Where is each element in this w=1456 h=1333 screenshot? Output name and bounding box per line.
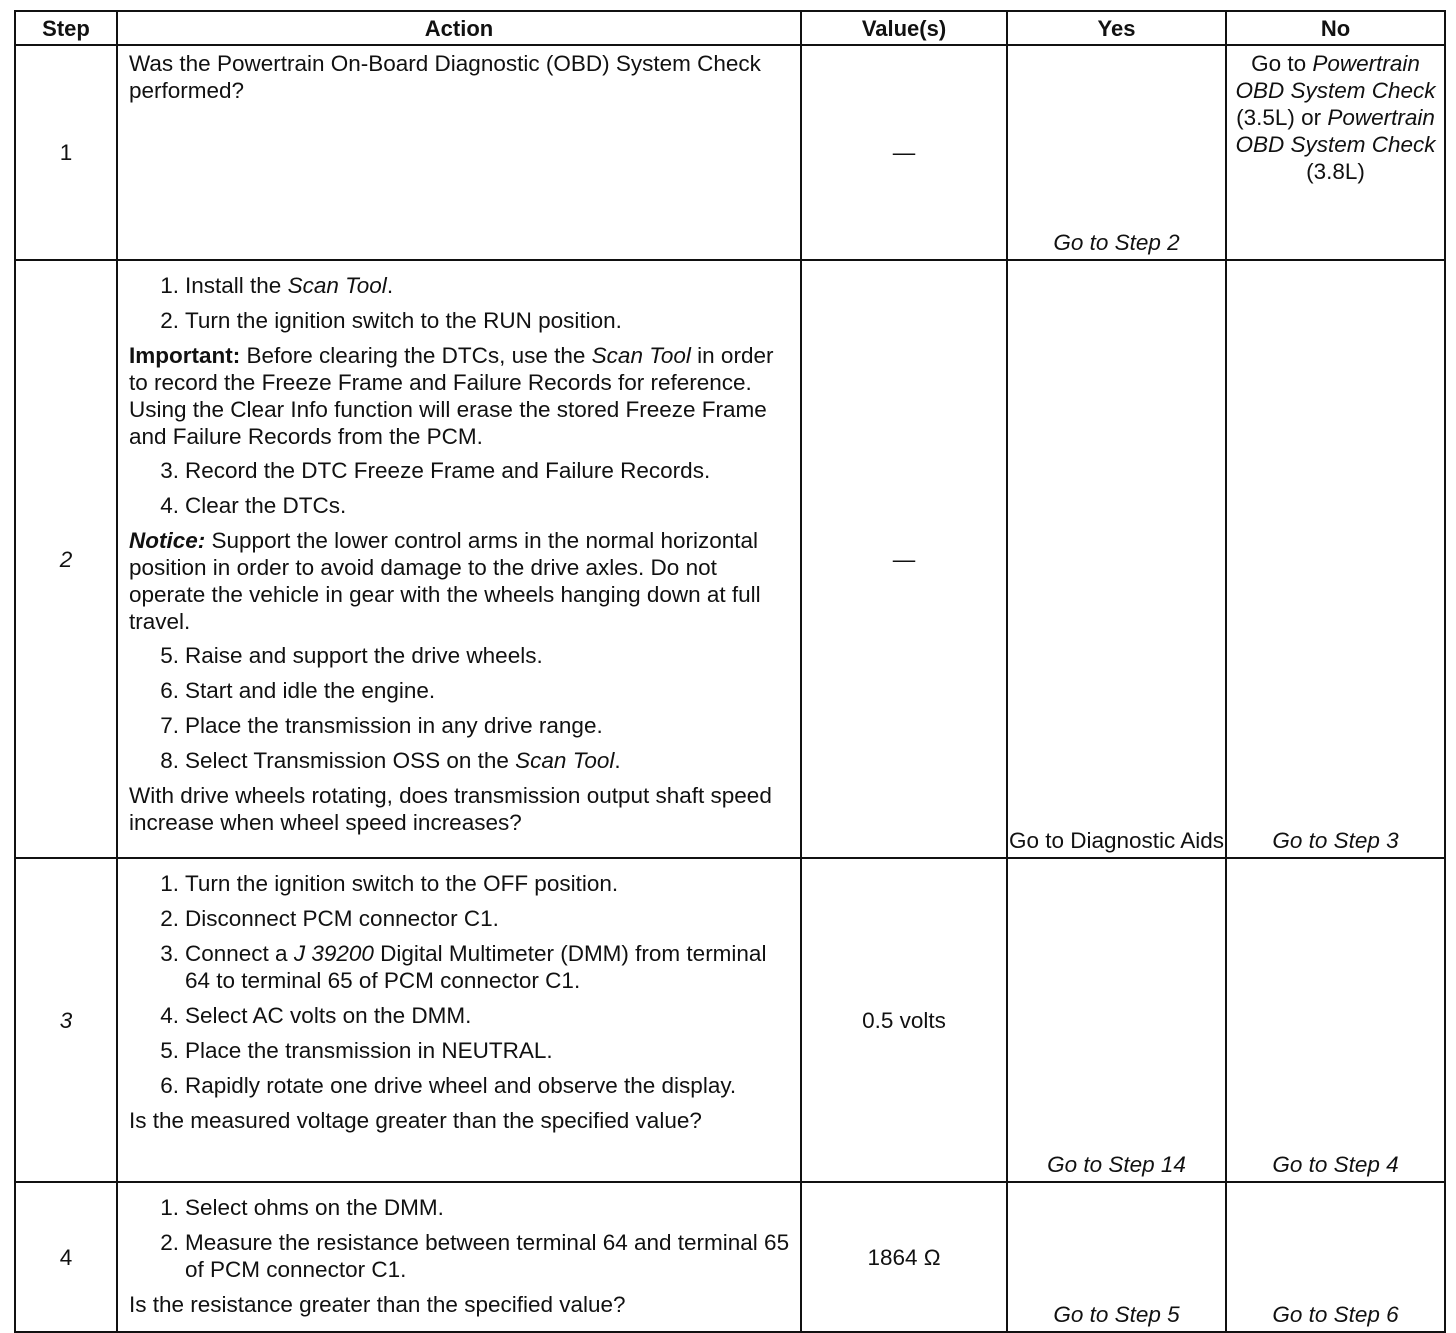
no-cell	[1226, 260, 1445, 858]
value-text: —	[892, 140, 916, 165]
list-item: 2. Disconnect PCM connector C1.	[160, 906, 499, 931]
value-cell	[801, 45, 1007, 260]
yes-link[interactable]: Go to Step 5	[1053, 1302, 1180, 1327]
yes-cell	[1007, 45, 1226, 260]
header-row	[15, 11, 1445, 45]
important-note: Important: Before clearing the DTCs, use the Scan Tool in order to record the Freeze Frame and Failure Records for reference. Using the Clear Info function will erase the stored Freeze Frame and Failure Records from the PCM.	[129, 343, 774, 449]
question-text: Was the Powertrain On-Board Diagnostic (OBD) System Check performed?	[129, 51, 761, 103]
question-text: With drive wheels rotating, does transmission output shaft speed increase when wheel speed increases?	[129, 783, 772, 835]
step-number: 2	[15, 260, 117, 858]
no-link[interactable]: Powertrain OBD System Check	[1235, 51, 1436, 103]
list-item: 6. Start and idle the engine.	[160, 678, 436, 703]
list-item: 5. Place the transmission in NEUTRAL.	[160, 1038, 553, 1063]
value-cell	[801, 1182, 1007, 1332]
yes-cell	[1007, 1182, 1226, 1332]
table-row	[15, 45, 1445, 260]
step-number: 3	[15, 858, 117, 1182]
list-item: 4. Clear the DTCs.	[160, 493, 347, 518]
list-item: 7. Place the transmission in any drive range.	[160, 713, 603, 738]
action-cell	[117, 1182, 801, 1332]
list-item: 2. Turn the ignition switch to the RUN position.	[160, 308, 622, 333]
step-list	[129, 870, 790, 1099]
table-row	[15, 858, 1445, 1182]
step-list	[129, 1194, 790, 1283]
value-text: —	[892, 546, 916, 572]
no-text: Go to	[1251, 51, 1313, 76]
question-text: Is the resistance greater than the specified value?	[129, 1292, 626, 1317]
no-link[interactable]: Go to Step 4	[1272, 1152, 1399, 1177]
list-item: 2. Measure the resistance between terminal 64 and terminal 65 of PCM connector C1.	[160, 1230, 790, 1282]
yes-link[interactable]: Go to Step 14	[1047, 1152, 1186, 1177]
action-cell	[117, 260, 801, 858]
no-cell	[1226, 1182, 1445, 1332]
action-cell	[117, 858, 801, 1182]
no-cell	[1226, 45, 1445, 260]
no-link[interactable]: Go to Step 3	[1272, 828, 1399, 853]
step-list	[129, 642, 790, 774]
value-text: 0.5 volts	[862, 1007, 946, 1033]
header-yes: Yes	[1007, 11, 1226, 45]
no-text: (3.5L) or	[1236, 105, 1328, 130]
header-action: Action	[117, 11, 801, 45]
list-item: 6. Rapidly rotate one drive wheel and observe the display.	[160, 1073, 737, 1098]
table-row	[15, 1182, 1445, 1332]
no-link[interactable]: Go to Step 6	[1272, 1302, 1399, 1327]
yes-link[interactable]: Go to Diagnostic Aids	[1008, 828, 1225, 853]
step-number: 1	[15, 45, 117, 260]
step-number: 4	[15, 1182, 117, 1332]
question-text: Is the measured voltage greater than the specified value?	[129, 1108, 702, 1133]
yes-link[interactable]: Go to Step 2	[1053, 230, 1180, 255]
list-item: 3. Record the DTC Freeze Frame and Failure Records.	[160, 458, 711, 483]
diagnostic-table	[14, 10, 1446, 1333]
header-values: Value(s)	[801, 11, 1007, 45]
list-item: 4. Select AC volts on the DMM.	[160, 1003, 472, 1028]
yes-cell	[1007, 858, 1226, 1182]
yes-cell	[1007, 260, 1226, 858]
no-cell	[1226, 858, 1445, 1182]
table-row	[15, 260, 1445, 858]
value-text: 1864 Ω	[867, 1244, 941, 1270]
list-item: 3. Connect a J 39200 Digital Multimeter (DMM) from terminal 64 to terminal 65 of PCM connector C1.	[160, 941, 767, 993]
list-item: 1. Turn the ignition switch to the OFF position.	[160, 871, 619, 896]
no-text: (3.8L)	[1306, 159, 1365, 184]
step-list	[129, 457, 790, 519]
list-item: 1. Install the Scan Tool.	[160, 273, 394, 298]
step-list	[129, 272, 790, 334]
no-link[interactable]: Powertrain OBD System Check	[1235, 105, 1436, 157]
action-cell	[117, 45, 801, 260]
notice-note: Notice: Support the lower control arms in the normal horizontal position in order to avoid damage to the drive axles. Do not operate the vehicle in gear with the wheels hanging down at full travel.	[129, 528, 761, 634]
header-step: Step	[15, 11, 117, 45]
value-cell	[801, 260, 1007, 858]
list-item: 8. Select Transmission OSS on the Scan Tool.	[160, 748, 621, 773]
header-no: No	[1226, 11, 1445, 45]
value-cell	[801, 858, 1007, 1182]
list-item: 5. Raise and support the drive wheels.	[160, 643, 543, 668]
list-item: 1. Select ohms on the DMM.	[160, 1195, 444, 1220]
